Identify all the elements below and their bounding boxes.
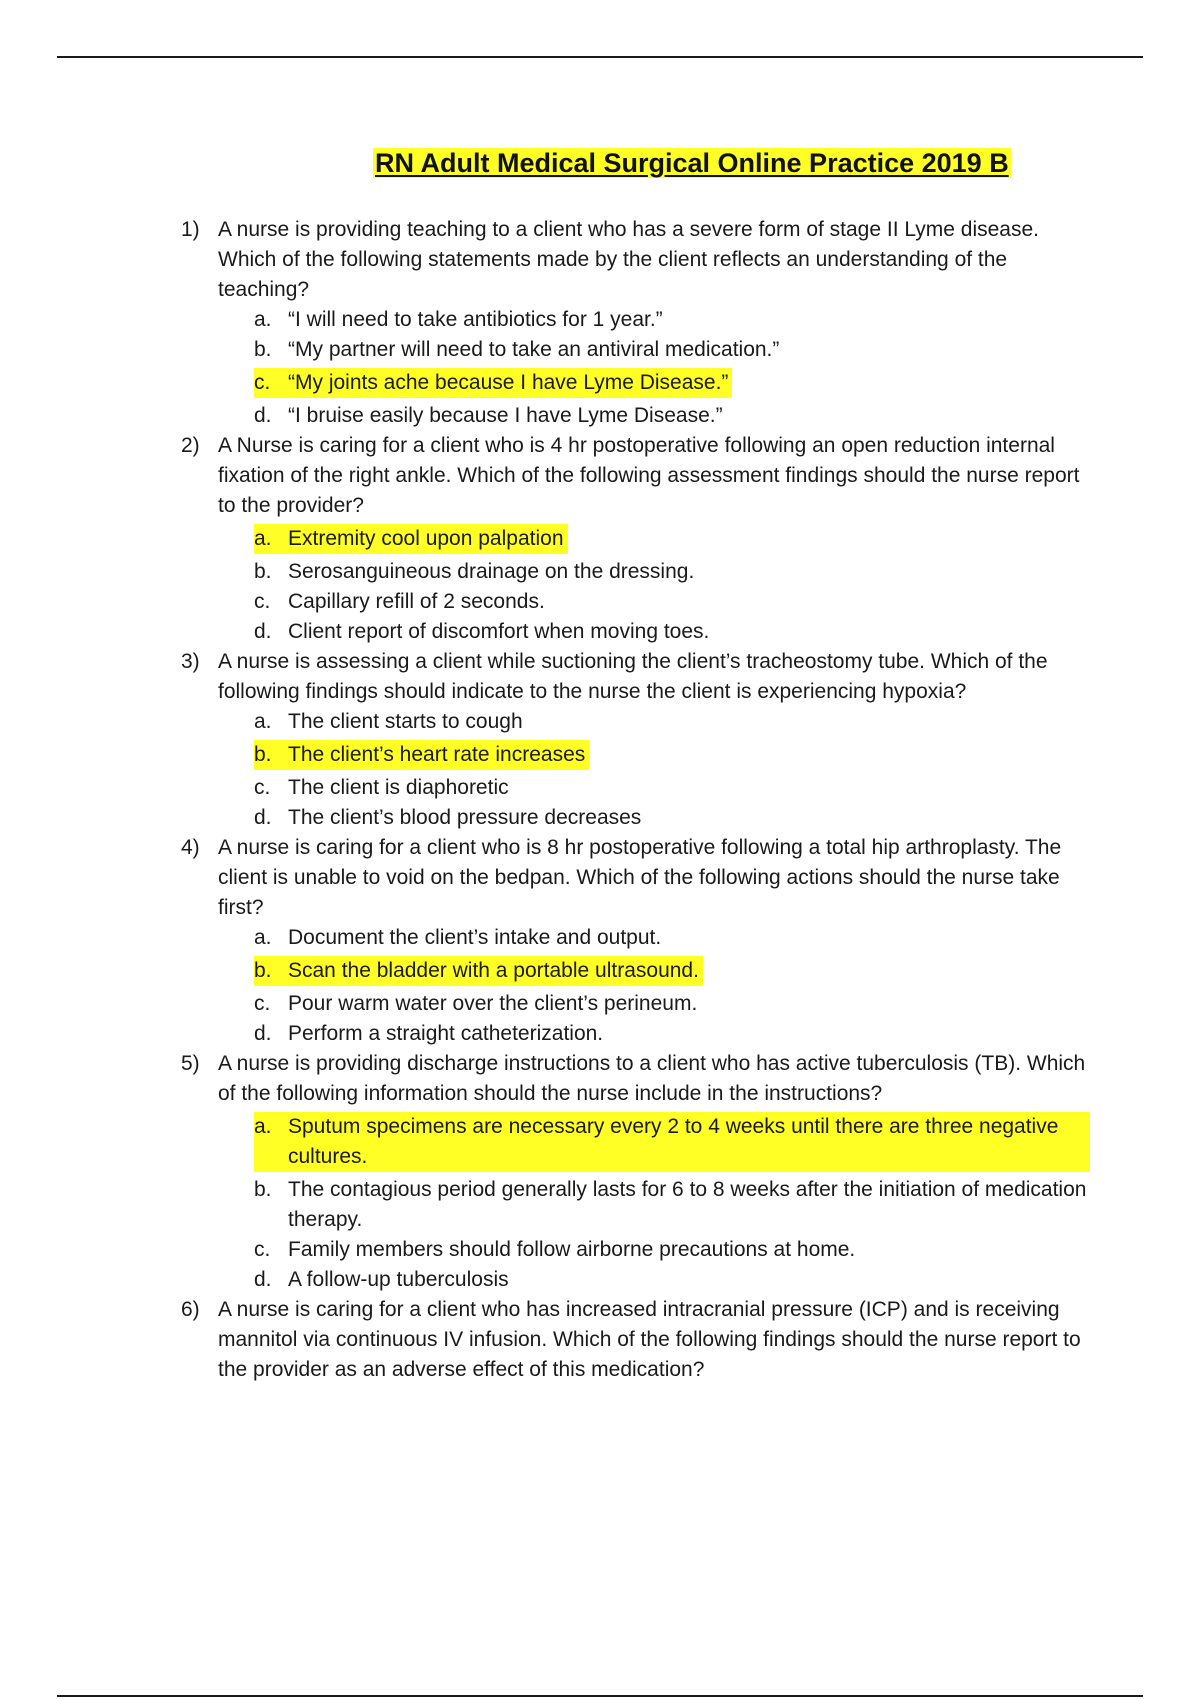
option-letter: b. xyxy=(254,959,272,982)
answer-option xyxy=(218,1265,1090,1295)
answer-option xyxy=(218,1019,1090,1049)
answer-option-highlighted xyxy=(218,740,1090,770)
option-text: The client’s heart rate increases xyxy=(254,740,589,770)
option-letter: a. xyxy=(254,710,272,733)
question-number: 1) xyxy=(181,218,200,241)
question-item xyxy=(0,431,1200,647)
answer-option xyxy=(218,617,1090,647)
answer-option-highlighted xyxy=(218,524,1090,554)
answer-option xyxy=(218,1175,1090,1235)
answer-option xyxy=(218,305,1090,335)
question-number: 5) xyxy=(181,1052,200,1075)
answer-option-highlighted xyxy=(218,368,1090,398)
option-text: A follow-up tuberculosis xyxy=(288,1268,509,1291)
option-text: The contagious period generally lasts for 6 to 8 weeks after the initiation of medication therapy. xyxy=(288,1178,1087,1231)
option-letter: d. xyxy=(254,404,272,427)
answer-options xyxy=(218,1112,1090,1295)
question-item xyxy=(0,215,1200,431)
answer-option xyxy=(218,923,1090,953)
answer-option xyxy=(218,335,1090,365)
answer-options xyxy=(218,707,1090,833)
answer-option-highlighted xyxy=(218,1112,1090,1172)
question-text: A nurse is caring for a client who has increased intracranial pressure (ICP) and is receiving mannitol via continuous IV infusion. Which of the following findings should the nurse report to the provider as an adverse effect of this medication? xyxy=(218,1298,1081,1381)
top-rule xyxy=(57,56,1143,58)
option-letter: d. xyxy=(254,806,272,829)
option-text: Extremity cool upon palpation xyxy=(254,524,568,554)
option-text: Capillary refill of 2 seconds. xyxy=(288,590,545,613)
question-text: A nurse is caring for a client who is 8 hr postoperative following a total hip arthroplasty. The client is unable to void on the bedpan. Which of the following actions should the nurse take first? xyxy=(218,836,1062,919)
option-letter: c. xyxy=(254,992,271,1015)
answer-options xyxy=(218,524,1090,647)
option-text: “I will need to take antibiotics for 1 year.” xyxy=(288,308,663,331)
option-letter: b. xyxy=(254,338,272,361)
answer-option-highlighted xyxy=(218,956,1090,986)
question-item xyxy=(0,1049,1200,1295)
option-letter: d. xyxy=(254,620,272,643)
option-text: Family members should follow airborne precautions at home. xyxy=(288,1238,856,1261)
option-text: The client starts to cough xyxy=(288,710,523,733)
question-text: A Nurse is caring for a client who is 4 hr postoperative following an open reduction internal fixation of the right ankle. Which of the following assessment findings should the nurse report to the provider? xyxy=(218,434,1080,517)
option-text: Perform a straight catheterization. xyxy=(288,1022,604,1045)
question-number: 4) xyxy=(181,836,200,859)
question-item xyxy=(0,1295,1200,1385)
question-text: A nurse is providing teaching to a client who has a severe form of stage II Lyme disease. Which of the following statements made by the client reflects an understanding of the teaching? xyxy=(218,218,1039,301)
answer-options xyxy=(218,305,1090,431)
answer-option xyxy=(218,401,1090,431)
option-text: Serosanguineous drainage on the dressing. xyxy=(288,560,695,583)
option-text: Client report of discomfort when moving toes. xyxy=(288,620,710,643)
option-letter: c. xyxy=(254,371,271,394)
option-letter: c. xyxy=(254,590,271,613)
option-text: Document the client’s intake and output. xyxy=(288,926,662,949)
option-text: “I bruise easily because I have Lyme Disease.” xyxy=(288,404,723,427)
title-highlight: RN Adult Medical Surgical Online Practice 2019 B xyxy=(375,148,1009,178)
bottom-rule xyxy=(57,1695,1143,1697)
option-text: The client’s blood pressure decreases xyxy=(288,806,642,829)
answer-option xyxy=(218,803,1090,833)
answer-option xyxy=(218,557,1090,587)
answer-option xyxy=(218,989,1090,1019)
option-letter: b. xyxy=(254,743,272,766)
question-item xyxy=(0,647,1200,833)
option-letter: b. xyxy=(254,1178,272,1201)
question-text: A nurse is providing discharge instructions to a client who has active tuberculosis (TB). Which of the following information should the nurse include in the instructions? xyxy=(218,1052,1086,1105)
option-text: The client is diaphoretic xyxy=(288,776,509,799)
question-number: 2) xyxy=(181,434,200,457)
option-letter: c. xyxy=(254,1238,271,1261)
option-letter: a. xyxy=(254,527,272,550)
question-item xyxy=(0,833,1200,1049)
question-number: 6) xyxy=(181,1298,200,1321)
option-text: Scan the bladder with a portable ultrasound. xyxy=(254,956,703,986)
question-text: A nurse is assessing a client while suctioning the client’s tracheostomy tube. Which of the following findings should indicate to the nurse the client is experiencing hypoxia? xyxy=(218,650,1048,703)
answer-option xyxy=(218,773,1090,803)
option-text: “My partner will need to take an antiviral medication.” xyxy=(288,338,780,361)
option-text: Pour warm water over the client’s perineum. xyxy=(288,992,698,1015)
option-letter: b. xyxy=(254,560,272,583)
answer-options xyxy=(218,923,1090,1049)
option-letter: a. xyxy=(254,308,272,331)
answer-option xyxy=(218,1235,1090,1265)
option-letter: c. xyxy=(254,776,271,799)
answer-option xyxy=(218,587,1090,617)
question-number: 3) xyxy=(181,650,200,673)
document-title xyxy=(373,146,1011,180)
option-text: “My joints ache because I have Lyme Disease.” xyxy=(254,368,732,398)
option-text: Sputum specimens are necessary every 2 to 4 weeks until there are three negative cultures. xyxy=(254,1112,1090,1172)
question-list xyxy=(0,215,1200,1385)
option-letter: a. xyxy=(254,926,272,949)
option-letter: d. xyxy=(254,1022,272,1045)
option-letter: a. xyxy=(254,1115,272,1138)
answer-option xyxy=(218,707,1090,737)
option-letter: d. xyxy=(254,1268,272,1291)
